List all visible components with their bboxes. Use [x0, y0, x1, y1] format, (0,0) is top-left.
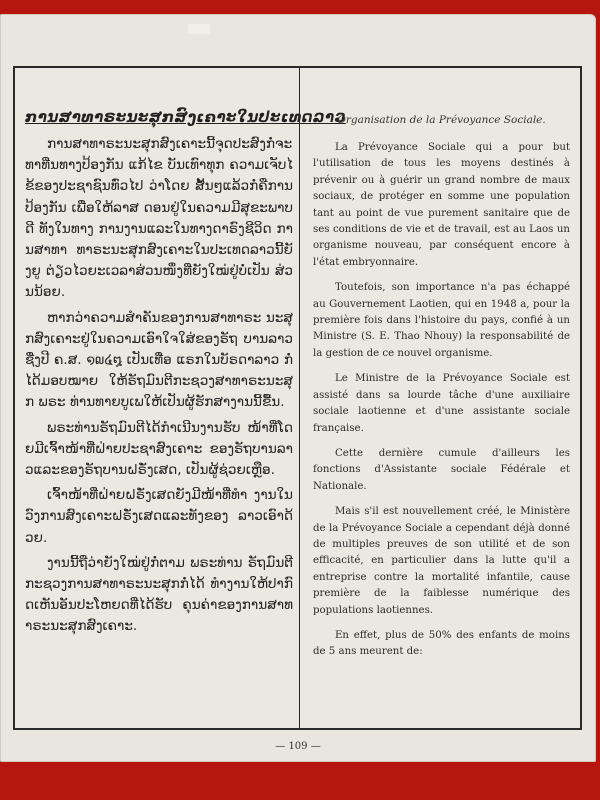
lao-paragraph: ຫາກວ່າຄວາມສຳຄັນຂອງການສາທາຣະ ນະສຸກສົງເຄາະຢູ່ໃນຄວາມເອົາໃຈໃສ່ຂອງຣັຖ ບານລາວ ຊື່ງປີ ຄ.ສ. ໑໙໔໘ ເປັນເທື່ອ ແຣກໃນບັຣດາລາວ ກໍ່ໄດ້ມອບໝາຍ ໃຫ້ຣັຖມົນຕີກະຊວງສາທາຣະນະສຸກ ພຣະ ທ່ານທາຍບູເພໃຫ້ເປັນຜູ້ຮັກສາງານນີ້ຂື້ນ.	[25, 309, 293, 411]
lao-paragraph: ເຈົ້າໜ້າທີ່ຝ່າຍຝຣັ່ງເສດຍັງມີໜ້າທີ່ທຳ ງານໃນວົງການສົງເຄາະຝຣັ່ງເສດແລະທັງຂອງ ລາວເອົາດ້ວຍ.	[25, 487, 293, 546]
document-page	[0, 14, 596, 762]
french-paragraph: Le Ministre de la Prévoyance Sociale est assisté dans sa lourde tâche d'une auxiliaire sociale laotienne et d'une assistante sociale française.	[313, 373, 570, 434]
french-paragraph: En effet, plus de 50% des enfants de moins de 5 ans meurent de:	[313, 629, 570, 658]
lao-paragraph: ການສາທາຣະນະສຸກສົງເຄາະນີ້ຈຸດປະສົງກໍ່ຈະທາທີ່ນທາງປ້ອງກັນ ແກ້ໄຂ ບັນເທົາທຸກ ຄວາມເຈັບໄຂ້ຂອງປະຊາຊົນທົ່ວໄປ ວ່າໂດຍ ສັ້ນໆແລ້ວກໍ່ຄືການປ້ອງກັນ ເພື່ອໃຫ້ລາສ ດອນຢູ່ໃນຄວາມມີສຸຂະພາບດີ ທັງໃນທາງ ການງານແລະໃນທາງດາຣົງຊີວິດ ການສາທາ ທາຣະນະສຸກສົງເຄາະໃນປະເທດລາວນີ້ຍັງຍູ ຕ່ຽວໄວຍະເວລາສ່ວນໜຶ່ງທີ່ຍັງໃໝ່ຢູ່ບໍ່ເປັນ ສ່ວນນ້ອຍ.	[25, 136, 293, 301]
french-paragraph: Mais s'il est nouvellement créé, le Ministère de la Prévoyance Sociale a cependant déjà donné de multiples preuves de son utilité et de son efficacité, en particulier dans la lutte qu'il a entreprise contre la mortalité infantile, cause première de la faiblesse numérique des populations laotiennes.	[313, 506, 570, 616]
lao-paragraph: ງານນີ້ຖືວ່າຍັງໃໝ່ຢູ່ກໍ່ຕາມ ພຣະທ່ານ ຣັຖມົນຕີກະຊວງການສາທາຣະນະສຸກກໍ່ໄດ້ ທຳງານໃຫ້ປາກົດເຫັນອັນປະໂຫຍດທີ່ໄດ້ຮັບ ຄຸນຄ່າຂອງການສາທາຣະນະສຸກສົງເຄາະ.	[25, 554, 293, 635]
french-column	[313, 114, 570, 718]
french-paragraph: Toutefois, son importance n'a pas échappé au Gouvernement Laotien, qui en 1948 a, pour la première fois dans l'histoire du pays, confié à un Ministre (S. E. Thao Nhouy) la responsabilité de la gestion de ce nouvel organisme.	[313, 282, 570, 359]
page-number: — 109 —	[275, 741, 321, 752]
lao-column	[25, 108, 346, 718]
text-frame	[13, 66, 582, 730]
french-title: Organisation de la Prévoyance Sociale.	[337, 114, 546, 126]
lao-paragraph: ພຣະທ່ານຣັຖມົນຕີໄດ້ກຳເນີນງານຮັບ ໜ້າທີ່ໂດຍມີເຈົ້າໜ້າທີ່ຝ່າຍປະຊາສົງເຄາະ ຂອງຣັຖບານລາວແລະຂອງຣັຖບານຝຣັ່ງເສດ, ເປັນຜູ້ຊ່ວຍເຫຼືອ.	[25, 419, 293, 479]
french-paragraph: La Prévoyance Sociale qui a pour but l'utilisation de tous les moyens destinés à prévenir ou à guérir un grand nombre de maux sociaux, de protéger en somme une population tant au point de vue purement sanitaire que de ses conditions de vie et de travail, est au Laos un organisme nouveau, par conséquent encore à l'état embryonnaire.	[313, 142, 570, 268]
column-divider	[299, 68, 300, 728]
french-paragraph: Cette dernière cumule d'ailleurs les fonctions d'Assistante sociale Fédérale et Nationale.	[313, 447, 570, 492]
paper-tear	[188, 24, 210, 34]
lao-title: ການສາທາຣະນະສຸກສົງເຄາະໃນປະເທດລາວ	[25, 108, 346, 126]
